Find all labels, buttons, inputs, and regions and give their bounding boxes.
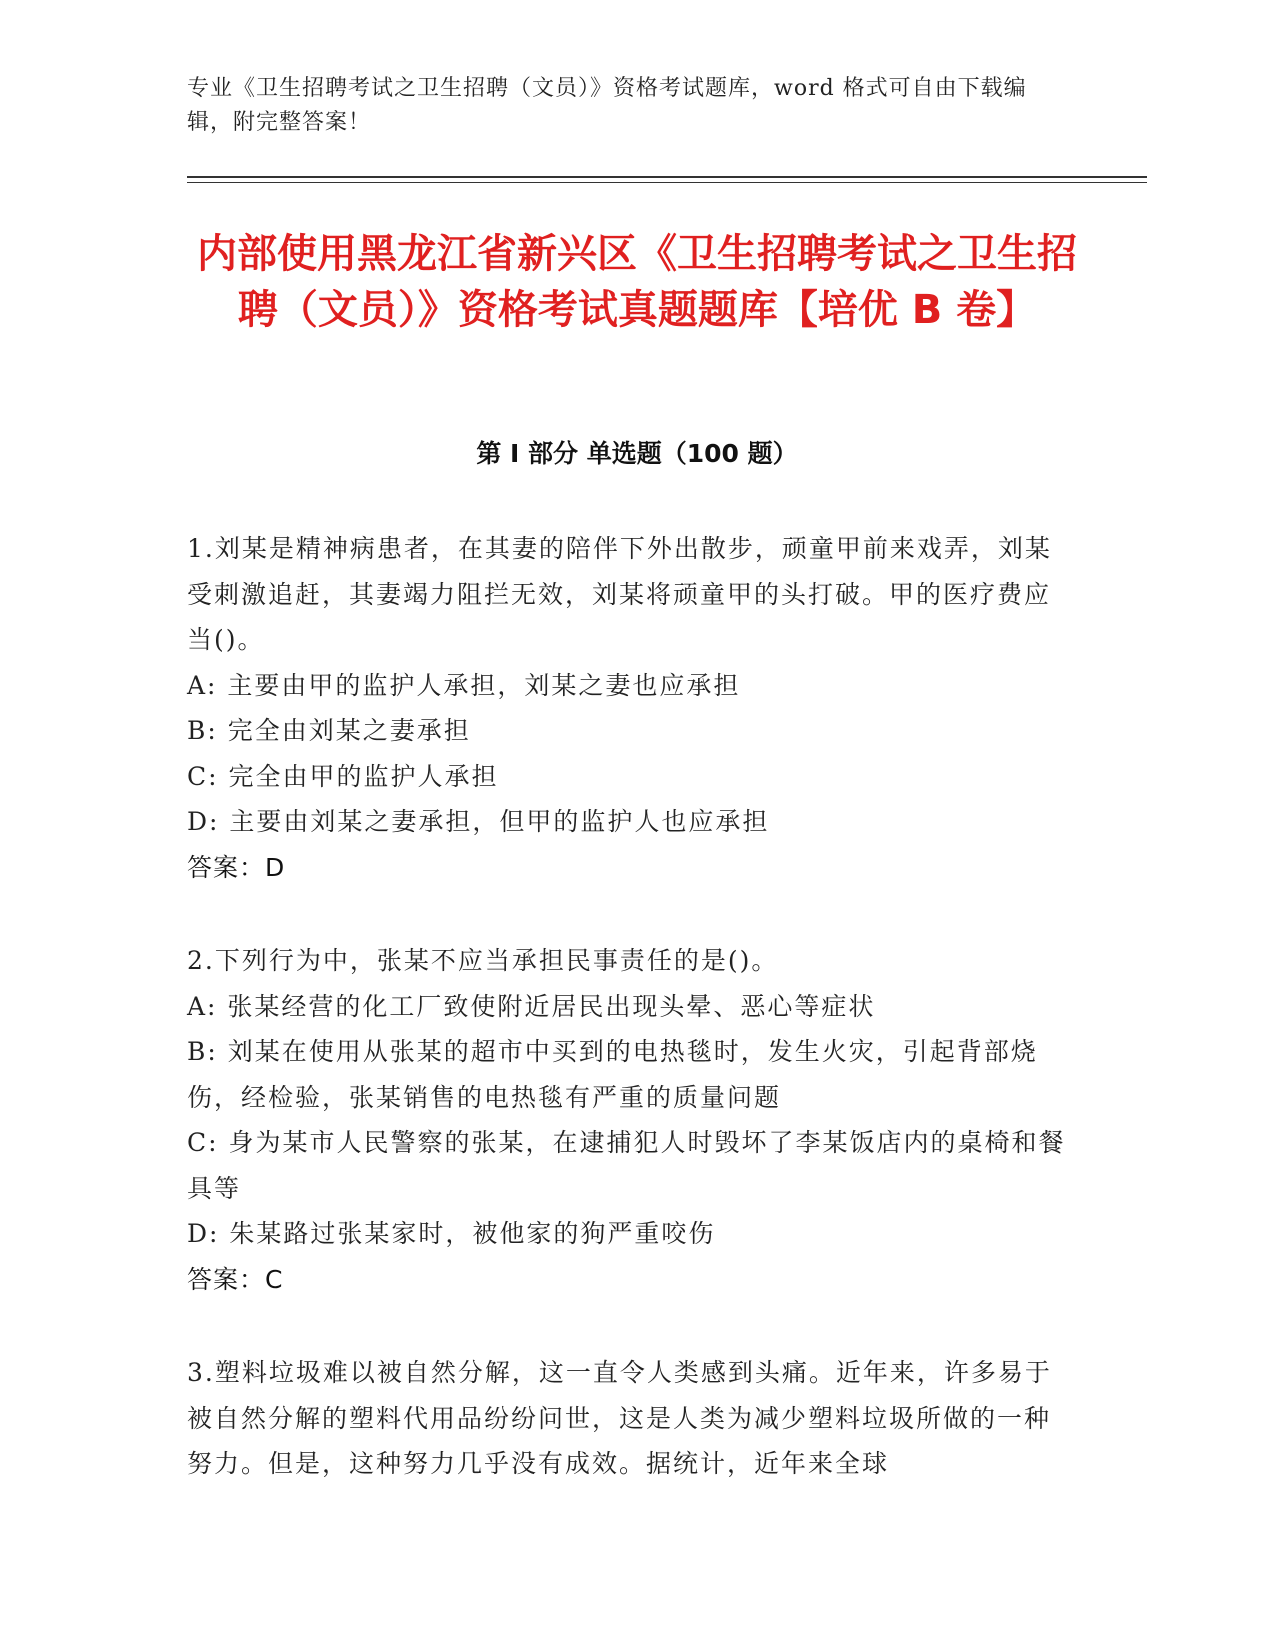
header-note: 专业《卫生招聘考试之卫生招聘（文员）》资格考试题库，word 格式可自由下载编辑，附完整答案！	[187, 76, 1027, 135]
question-3	[187, 1350, 1067, 1487]
question-stem: 3.塑料垃圾难以被自然分解，这一直令人类感到头痛。近年来，许多易于被自然分解的塑料代用品纷纷问世，这是人类为减少塑料垃圾所做的一种努力。但是，这种努力几乎没有成效。据统计，近年来全球	[187, 1358, 1052, 1478]
question-1	[187, 526, 1067, 890]
document-title: 内部使用黑龙江省新兴区《卫生招聘考试之卫生招聘（文员）》资格考试真题题库【培优 B 卷】	[197, 231, 1077, 333]
answer: 答案：D	[187, 852, 286, 882]
question-stem: 1.刘某是精神病患者，在其妻的陪伴下外出散步，顽童甲前来戏弄，刘某受刺激追赶，其妻竭力阻拦无效，刘某将顽童甲的头打破。甲的医疗费应当()。	[187, 534, 1052, 654]
option-b: B: 完全由刘某之妻承担	[187, 716, 471, 745]
answer: 答案：C	[187, 1264, 284, 1294]
header-divider-thick	[187, 176, 1147, 178]
question-stem: 2.下列行为中，张某不应当承担民事责任的是()。	[187, 946, 779, 975]
option-b: B: 刘某在使用从张某的超市中买到的电热毯时，发生火灾，引起背部烧伤，经检验，张某销售的电热毯有严重的质量问题	[187, 1037, 1038, 1112]
option-a: A: 主要由甲的监护人承担，刘某之妻也应承担	[187, 670, 741, 700]
question-2	[187, 938, 1067, 1302]
option-a: A: 张某经营的化工厂致使附近居民出现头晕、恶心等症状	[187, 991, 876, 1021]
option-c: C: 身为某市人民警察的张某，在逮捕犯人时毁坏了李某饭店内的桌椅和餐具等	[187, 1128, 1066, 1203]
option-d: D: 主要由刘某之妻承担，但甲的监护人也应承担	[187, 807, 770, 836]
option-d: D: 朱某路过张某家时，被他家的狗严重咬伤	[187, 1219, 716, 1248]
header-divider-thin	[187, 182, 1147, 183]
question-list	[187, 526, 1067, 1535]
option-c: C: 完全由甲的监护人承担	[187, 761, 499, 791]
section-heading: 第 I 部分 单选题（100 题）	[476, 439, 798, 468]
